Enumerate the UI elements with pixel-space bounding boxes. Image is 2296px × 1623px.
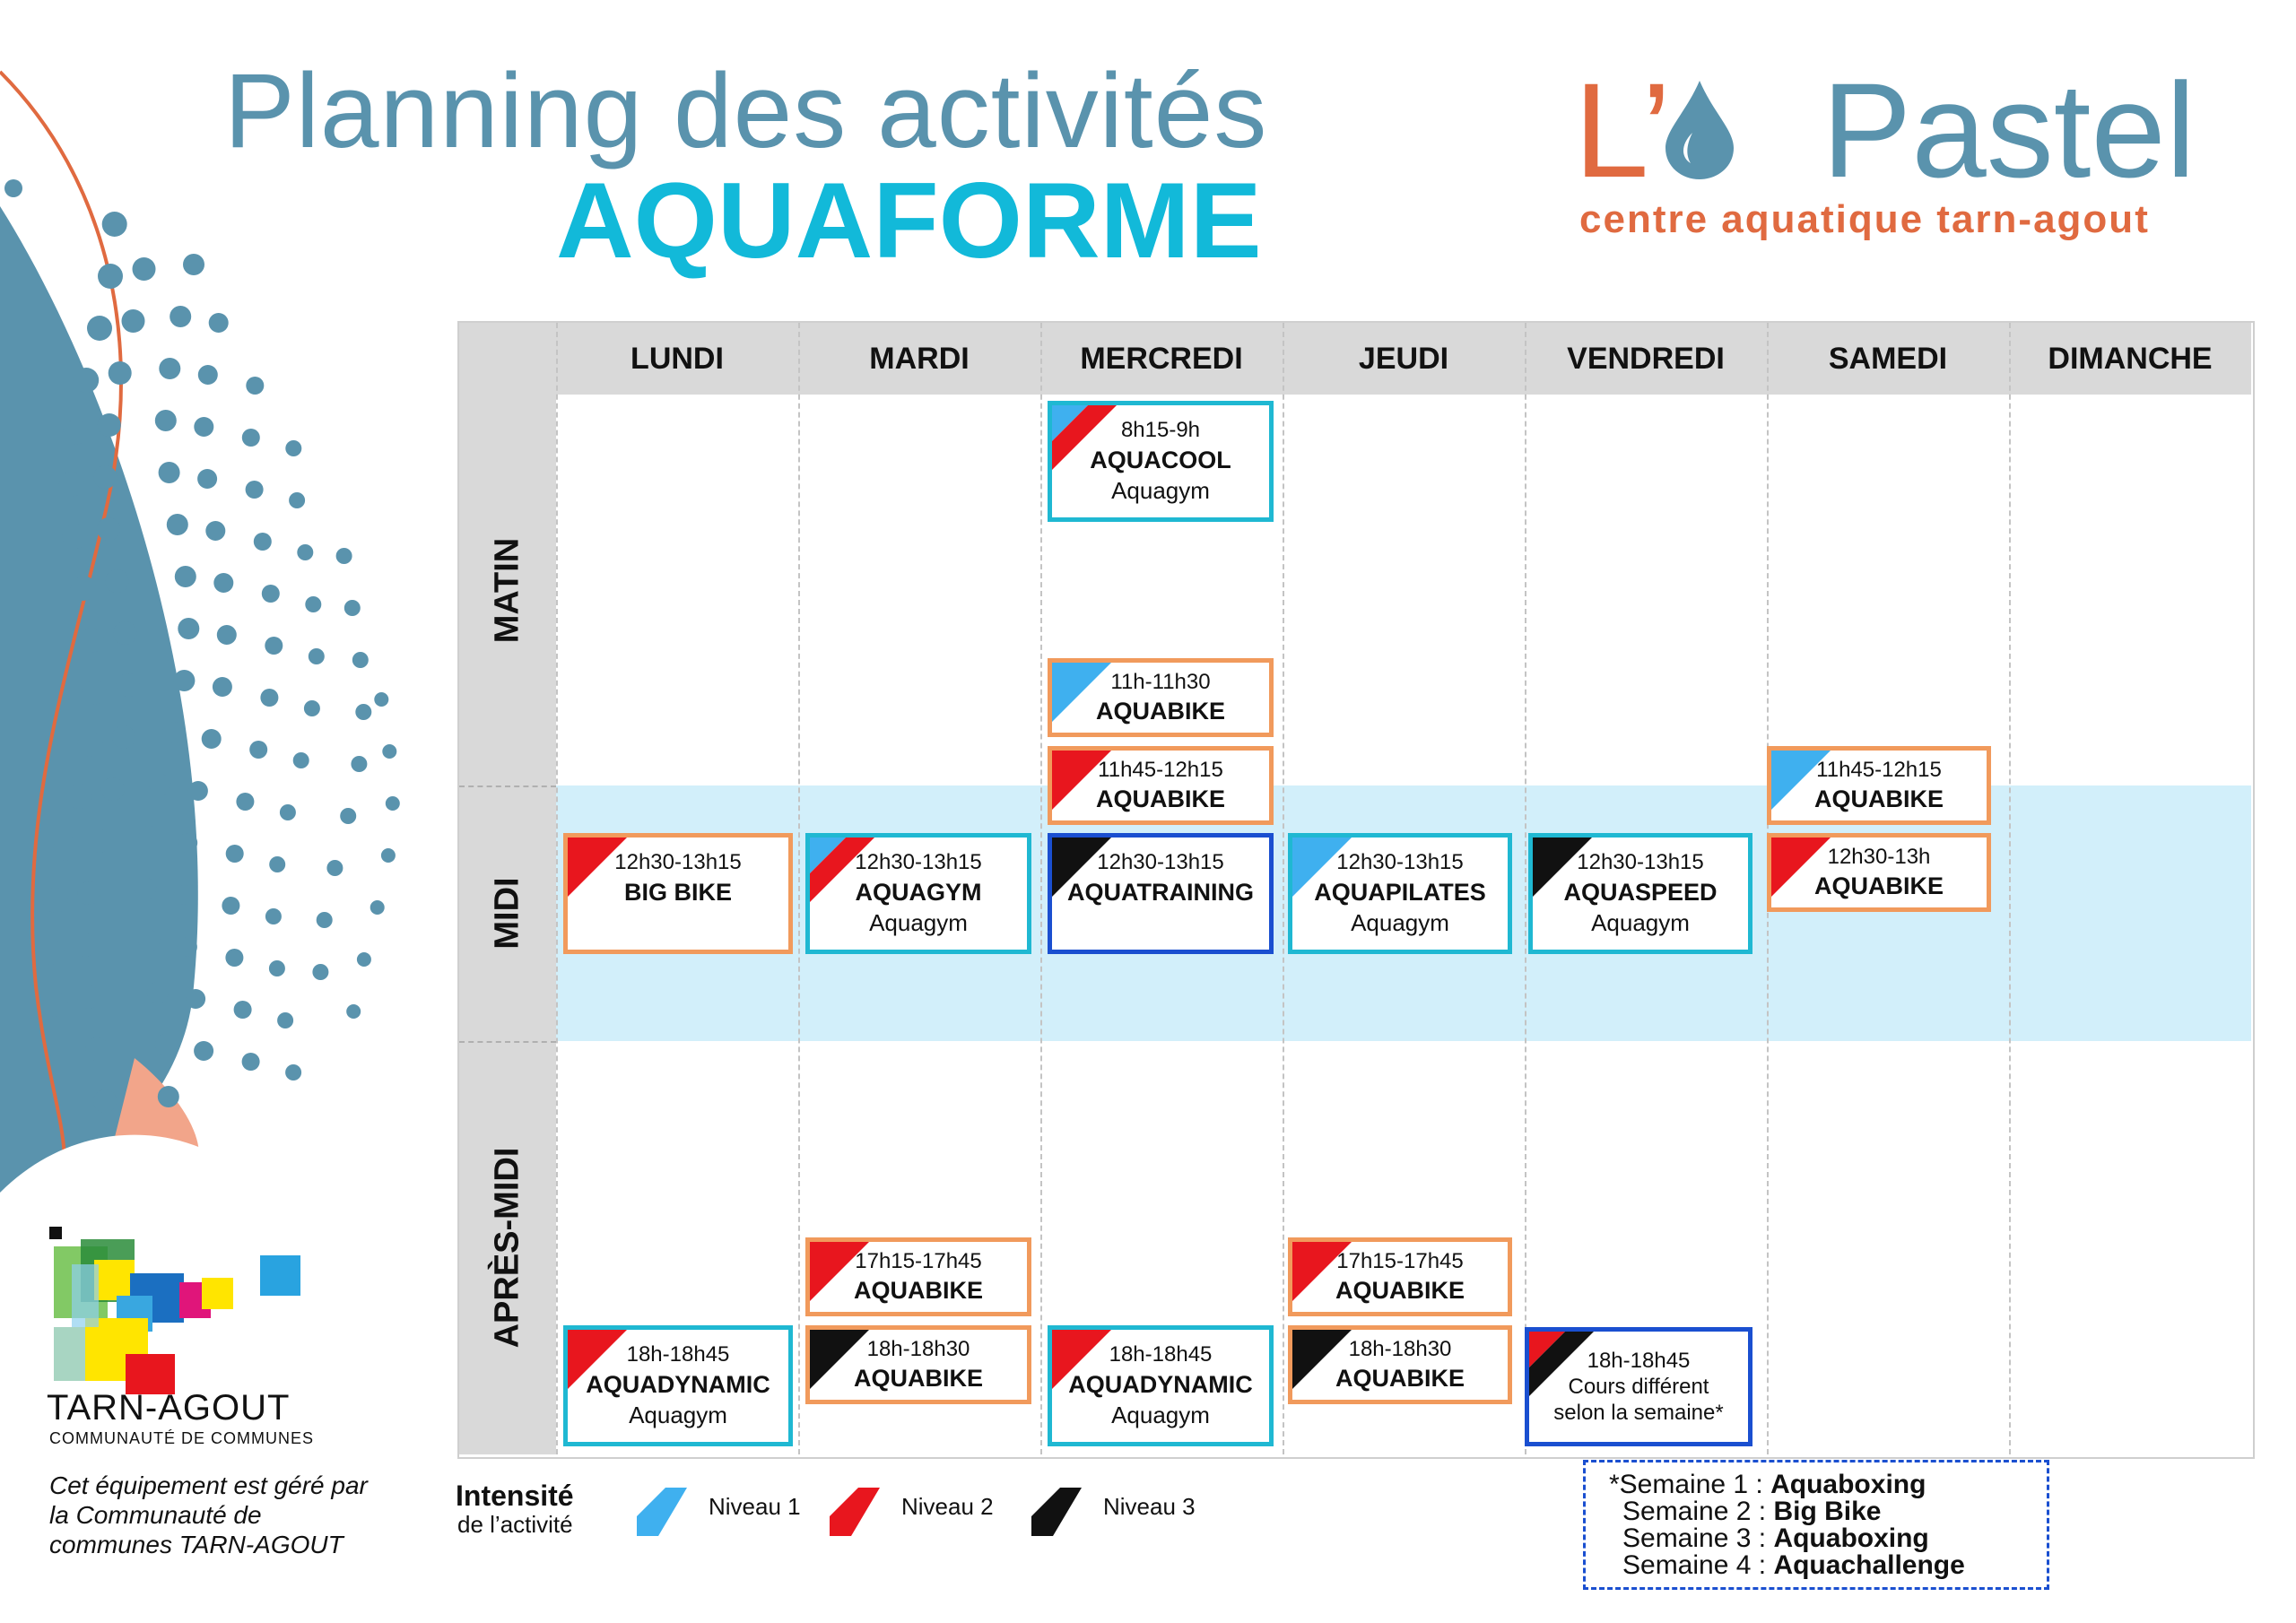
activity-card: 18h-18h45 AQUADYNAMIC Aquagym: [563, 1325, 793, 1446]
intensity-flag-icon: [1052, 405, 1124, 477]
day-header-vendredi: VENDREDI: [1567, 342, 1725, 376]
level-1-flag-icon: [637, 1484, 691, 1538]
page-subtitle: AQUAFORME: [556, 161, 1262, 281]
org-name: TARN-AGOUT: [47, 1388, 291, 1428]
legend-title: Intensité: [456, 1480, 574, 1512]
activity-card: 18h-18h30 AQUABIKE: [1288, 1325, 1512, 1404]
intensity-flag-icon: [1529, 1332, 1601, 1403]
grid-divider: [1040, 323, 1042, 1454]
activity-card: 17h15-17h45 AQUABIKE: [805, 1237, 1031, 1316]
level-3-flag-icon: [1031, 1484, 1085, 1538]
activity-card: 12h30-13h15 AQUAGYM Aquagym: [805, 833, 1031, 954]
intensity-flag-icon: [1292, 1330, 1364, 1402]
intensity-flag-icon: [1052, 838, 1124, 909]
management-note: Cet équipement est géré par la Communauté de communes TARN-AGOUT: [49, 1471, 368, 1559]
brand-tagline: centre aquatique tarn-agout: [1579, 197, 2150, 241]
legend-subtitle: de l’activité: [457, 1511, 573, 1538]
grid-divider: [1283, 323, 1284, 1454]
intensity-flag-icon: [568, 838, 639, 909]
brand-letter: L’: [1574, 55, 1666, 205]
grid-divider: [1525, 323, 1526, 1454]
activity-card: 12h30-13h15 BIG BIKE: [563, 833, 793, 954]
intensity-flag-icon: [810, 1242, 882, 1314]
intensity-flag-icon: [1052, 751, 1124, 822]
brand-name: Pastel: [1822, 55, 2196, 205]
grid-divider: [798, 323, 800, 1454]
activity-card: 11h-11h30 AQUABIKE: [1048, 658, 1274, 737]
weekly-rotation-box: *Semaine 1 : Aquaboxing Semaine 2 : Big Bike Semaine 3 : Aquaboxing Semaine 4 : Aquachallenge: [1583, 1460, 2049, 1590]
activity-card: 12h30-13h AQUABIKE: [1767, 833, 1991, 912]
decorative-background: [0, 0, 466, 1273]
period-midi: MIDI: [488, 877, 526, 950]
activity-card: 11h45-12h15 AQUABIKE: [1767, 746, 1991, 825]
intensity-flag-icon: [568, 1330, 639, 1402]
page-title: Planning des activités: [224, 52, 1268, 170]
activity-card: 12h30-13h15 AQUAPILATES Aquagym: [1288, 833, 1512, 954]
intensity-flag-icon: [1052, 1330, 1124, 1402]
level-2-flag-icon: [830, 1484, 883, 1538]
day-header-dimanche: DIMANCHE: [2048, 342, 2213, 376]
intensity-flag-icon: [1292, 1242, 1364, 1314]
legend-level-3: Niveau 3: [1103, 1493, 1196, 1520]
intensity-flag-icon: [1533, 838, 1605, 909]
period-matin: MATIN: [488, 537, 526, 643]
water-drop-icon: [1664, 81, 1735, 179]
day-header-mercredi: MERCREDI: [1080, 342, 1243, 376]
grid-divider: [556, 323, 558, 1454]
activity-card: 12h30-13h15 AQUATRAINING: [1048, 833, 1274, 954]
org-subtitle: COMMUNAUTÉ DE COMMUNES: [49, 1429, 314, 1447]
brand-logo: [1574, 55, 2220, 251]
activity-card: 17h15-17h45 AQUABIKE: [1288, 1237, 1512, 1316]
grid-divider: [2009, 323, 2011, 1454]
day-header-jeudi: JEUDI: [1358, 342, 1449, 376]
activity-card: 18h-18h45 Cours différent selon la semaine*: [1525, 1327, 1752, 1446]
day-header-lundi: LUNDI: [631, 342, 724, 376]
legend-level-1: Niveau 1: [709, 1493, 801, 1520]
day-header-mardi: MARDI: [869, 342, 970, 376]
intensity-flag-icon: [1771, 751, 1843, 822]
day-header-samedi: SAMEDI: [1828, 342, 1948, 376]
intensity-flag-icon: [1052, 663, 1124, 734]
activity-card: 12h30-13h15 AQUASPEED Aquagym: [1528, 833, 1752, 954]
intensity-flag-icon: [810, 838, 882, 909]
activity-card: 18h-18h45 AQUADYNAMIC Aquagym: [1048, 1325, 1274, 1446]
intensity-flag-icon: [1771, 838, 1843, 909]
activity-card: 8h15-9h AQUACOOL Aquagym: [1048, 401, 1274, 522]
period-apres-midi: APRÈS-MIDI: [488, 1147, 526, 1349]
intensity-flag-icon: [1292, 838, 1364, 909]
activity-card: 11h45-12h15 AQUABIKE: [1048, 746, 1274, 825]
intensity-flag-icon: [810, 1330, 882, 1402]
legend-level-2: Niveau 2: [901, 1493, 994, 1520]
activity-card: 18h-18h30 AQUABIKE: [805, 1325, 1031, 1404]
